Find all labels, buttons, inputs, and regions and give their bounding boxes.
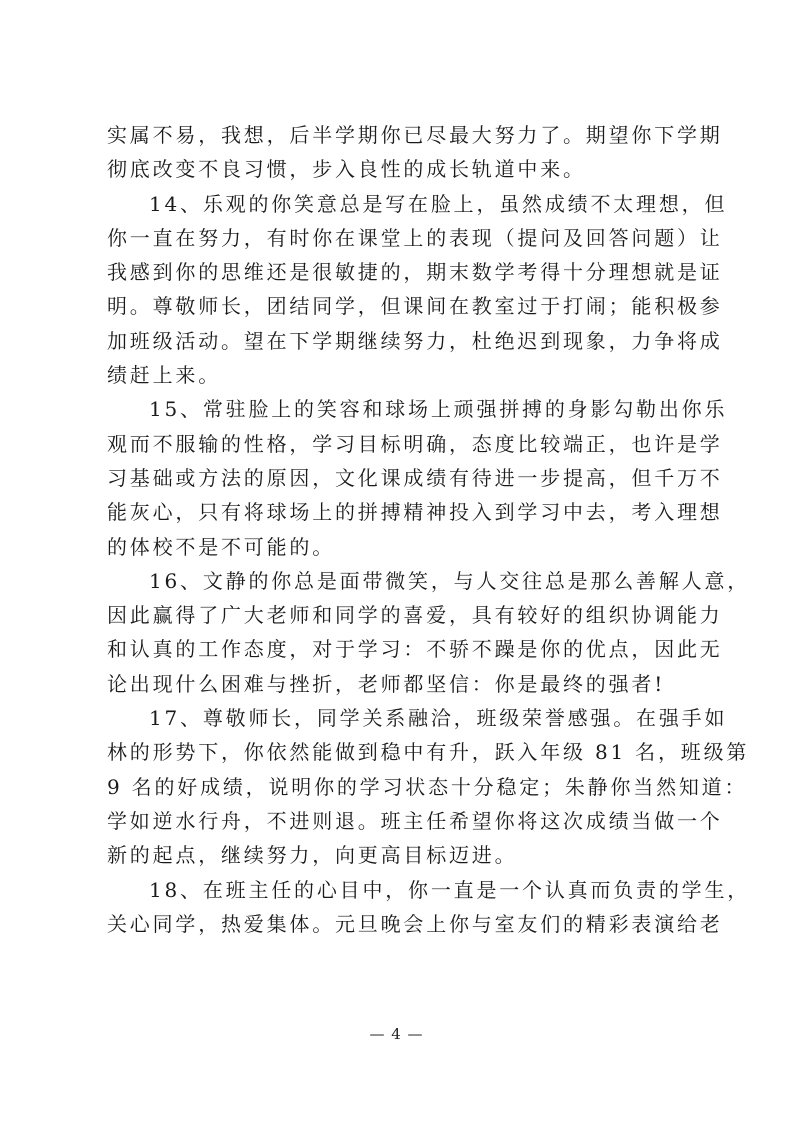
paragraph-first-line: 16、文静的你总是面带微笑，与人交往总是那么善解人意， <box>149 568 751 593</box>
text-line: 观而不服输的性格，学习目标明确，态度比较端正，也许是学 <box>107 431 723 456</box>
paragraph-first-line: 18、在班主任的心目中，你一直是一个认真而负责的学生， <box>149 877 751 902</box>
text-line: 明。尊敬师长，团结同学，但课间在教室过于打闹；能积极参 <box>107 294 723 319</box>
text-line: 你一直在努力，有时你在课堂上的表现（提问及回答问题）让 <box>107 225 723 250</box>
text-line: 彻底改变不良习惯，步入良性的成长轨道中来。 <box>107 157 586 182</box>
text-line: 我感到你的思维还是很敏捷的，期末数学考得十分理想就是证 <box>107 260 723 285</box>
text-line: 新的起点，继续努力，向更高目标迈进。 <box>107 843 518 868</box>
text-line: 能灰心，只有将球场上的拼搏精神投入到学习中去，考入理想 <box>107 500 723 525</box>
body-text <box>107 118 751 941</box>
paragraph-first-line: 15、常驻脸上的笑容和球场上顽强拼搏的身影勾勒出你乐 <box>149 397 728 422</box>
text-line: 习基础或方法的原因，文化课成绩有待进一步提高，但千万不 <box>107 465 723 490</box>
text-line: 论出现什么困难与挫折，老师都坚信：你是最终的强者! <box>107 671 666 696</box>
text-line: 和认真的工作态度，对于学习：不骄不躁是你的优点，因此无 <box>107 637 723 662</box>
text-line: 林的形势下，你依然能做到稳中有升，跃入年级 81 名，班级第 <box>107 740 750 765</box>
text-line: 关心同学，热爱集体。元旦晚会上你与室友们的精彩表演给老 <box>107 911 723 936</box>
text-line: 的体校不是不可能的。 <box>107 534 335 559</box>
text-line: 9 名的好成绩，说明你的学习状态十分稳定；朱静你当然知道： <box>107 774 748 799</box>
text-line: 实属不易，我想，后半学期你已尽最大努力了。期望你下学期 <box>107 123 723 147</box>
text-line: 学如逆水行舟，不进则退。班主任希望你将这次成绩当做一个 <box>107 808 723 833</box>
text-line: 因此赢得了广大老师和同学的喜爱，具有较好的组织协调能力 <box>107 603 723 628</box>
paragraph-first-line: 17、尊敬师长，同学关系融洽，班级荣誉感强。在强手如 <box>149 706 728 731</box>
paragraph-first-line: 14、乐观的你笑意总是写在脸上，虽然成绩不太理想，但 <box>149 191 728 216</box>
text-line: 加班级活动。望在下学期继续努力，杜绝迟到现象，力争将成 <box>107 328 723 353</box>
text-line: 绩赶上来。 <box>107 363 221 388</box>
page-number: — 4 — <box>369 1025 424 1043</box>
